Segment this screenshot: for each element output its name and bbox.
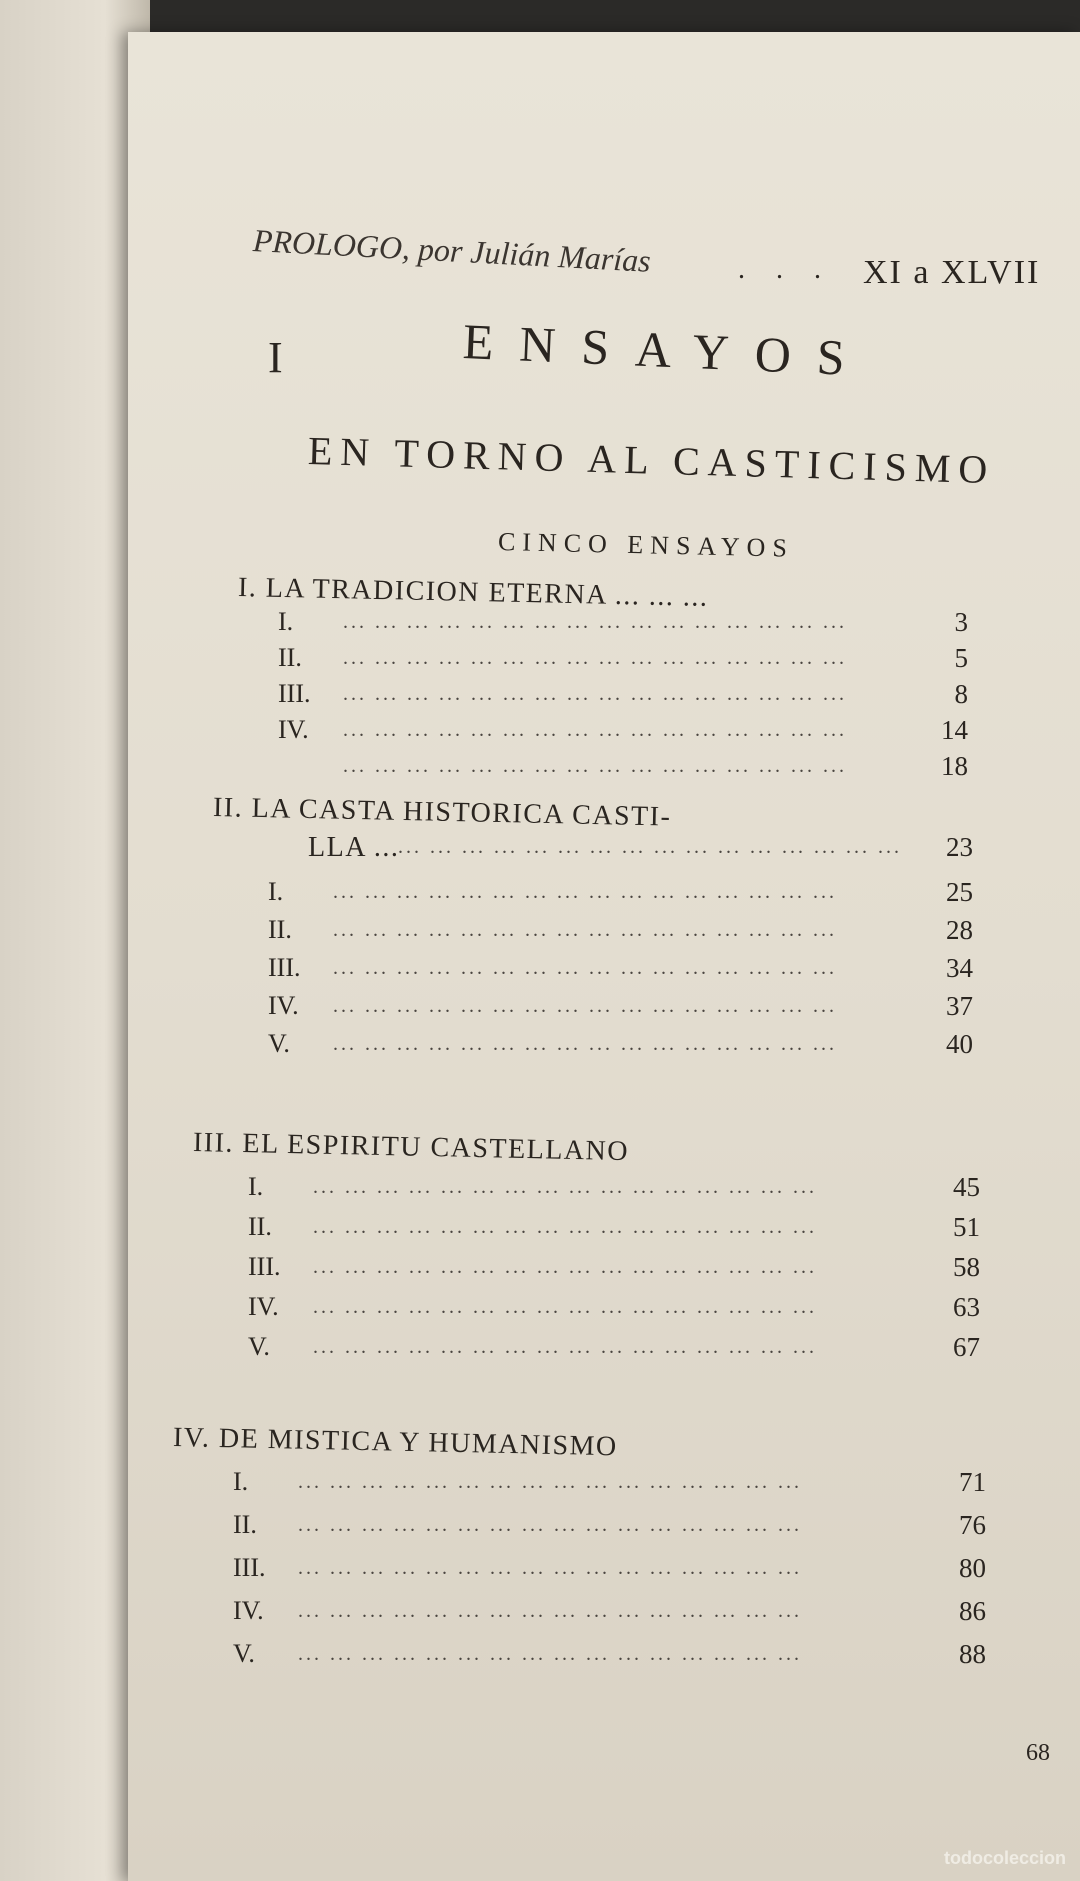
page-number: 25 [946,877,973,907]
leader-dots: ... ... ... ... ... ... ... ... ... ... ... ... ... ... ... ... [313,1176,817,1198]
toc-entry [128,715,1028,749]
page-number: 28 [946,915,973,945]
leader-dots: ... ... ... ... ... ... ... ... ... ... ... ... ... ... ... ... [313,1296,817,1318]
section-numeral: IV. [278,715,309,744]
toc-entry [128,679,1028,713]
leader-dots: ... ... ... ... ... ... ... ... ... ... ... ... ... ... ... ... [333,881,837,903]
leader-dots: ... ... ... ... ... ... ... ... ... ... ... ... ... ... ... ... [298,1600,802,1622]
toc-entry [128,877,1028,911]
page-number: 5 [954,643,968,673]
chapter-title: IV. DE MISTICA Y HUMANISMO [172,1422,619,1463]
leader-dots: ... ... ... ... ... ... ... ... ... ... ... ... ... ... ... ... [343,611,847,633]
toc-entry [128,1029,1028,1063]
section-numeral: IV. [248,1292,279,1321]
page-number: 45 [953,1172,980,1202]
page-number: 23 [946,832,973,862]
leader-dots: ... ... ... ... ... ... ... ... ... ... ... ... ... ... ... ... [298,1643,802,1665]
page-number: 34 [946,953,973,983]
section-numeral: V. [233,1639,255,1668]
toc-entry [128,953,1028,987]
toc-entry [128,1172,1028,1206]
section-numeral: IV. [233,1596,264,1625]
leader-dots: ... ... ... ... ... ... ... ... ... ... ... ... ... ... ... ... [333,995,837,1017]
section-numeral: III. [268,953,301,982]
leader-dots: ... ... ... ... ... ... ... ... ... ... ... ... ... ... ... ... [343,683,847,705]
section-numeral: V. [248,1332,270,1361]
section-numeral: IV. [268,991,299,1020]
section-numeral: II. [233,1510,257,1539]
section-numeral: I. [268,877,284,906]
trailing-page-number: 68 [1026,1740,1050,1766]
page-number: 37 [946,991,973,1021]
section-numeral: II. [268,915,292,944]
section-numeral: V. [268,1029,290,1058]
section-numeral: III. [278,679,311,708]
toc-entry [128,1639,1028,1673]
leader-dots: ... ... ... ... ... ... ... ... ... ... ... ... ... ... ... ... [298,1557,802,1579]
toc-entry [128,1510,1028,1544]
leader-dots: ... ... ... ... ... ... ... ... ... ... ... ... ... ... ... ... [298,1471,802,1493]
prologue-page-range: XI a XLVII [863,254,1041,291]
toc-entry [128,1467,1028,1501]
page-number: 18 [941,751,968,781]
toc-entry [128,915,1028,949]
leader-dots: ... ... ... ... ... ... ... ... ... ... ... ... ... ... ... ... [333,1033,837,1055]
toc-entry [128,1596,1028,1630]
prologue-title: PROLOGO, por Julián Marías [252,222,652,279]
page-number: 3 [954,607,968,637]
chapter-title-continuation-row [128,832,1028,866]
section-numeral: I. [248,1172,264,1201]
chapter-title: I. LA TRADICION ETERNA ... ... ... [237,572,709,613]
leader-dots: ... ... ... ... ... ... ... ... ... ... ... ... ... ... ... ... [343,719,847,741]
page-number: 86 [959,1596,986,1626]
leader-dots: ... ... ... ... ... ... ... ... ... ... ... ... ... ... ... ... [313,1336,817,1358]
page-number: 71 [959,1467,986,1497]
toc-entry [128,643,1028,677]
page-number: 8 [954,679,968,709]
chapter-title-continuation: LLA ... [308,832,400,863]
leader-dots: ... ... ... ... ... ... ... ... ... ... ... ... ... ... ... ... [333,919,837,941]
book-subtitle: CINCO ENSAYOS [497,527,795,563]
leader-dots: ... ... ... ... ... ... ... ... ... ... ... ... ... ... ... ... [313,1256,817,1278]
page-number: 58 [953,1252,980,1282]
page-number: 76 [959,1510,986,1540]
section-numeral: I. [278,607,294,636]
leader-dots: ... ... ... ... ... ... ... ... ... ... ... ... ... ... ... ... [313,1216,817,1238]
leader-dots: ... ... ... ... ... ... ... ... ... ... ... ... ... ... ... ... [343,755,847,777]
page-number: 14 [941,715,968,745]
leader-dots: ... ... ... ... ... ... ... ... ... ... ... ... ... ... ... ... [398,836,902,858]
toc-entry [128,991,1028,1025]
toc-entry [128,607,1028,641]
part-title: ENSAYOS [461,313,872,387]
page-number: 80 [959,1553,986,1583]
page-number: 63 [953,1292,980,1322]
toc-entry [128,1332,1028,1366]
toc-entry [128,1212,1028,1246]
toc-entry [128,1252,1028,1286]
watermark-logo: todocoleccion [943,1848,1066,1868]
page-number: 67 [953,1332,980,1362]
section-numeral: I. [233,1467,249,1496]
prologue-leader-dots: . . . [738,254,833,285]
book-page [128,32,1080,1881]
section-numeral: III. [233,1553,266,1582]
section-numeral: III. [248,1252,281,1281]
toc-entry [128,751,1028,785]
chapter-title: II. LA CASTA HISTORICA CASTI- [212,792,672,833]
section-numeral: II. [278,643,302,672]
page-number: 40 [946,1029,973,1059]
toc-entry [128,1292,1028,1326]
leader-dots: ... ... ... ... ... ... ... ... ... ... ... ... ... ... ... ... [298,1514,802,1536]
section-numeral: II. [248,1212,272,1241]
leader-dots: ... ... ... ... ... ... ... ... ... ... ... ... ... ... ... ... [343,647,847,669]
chapter-title: III. EL ESPIRITU CASTELLANO [192,1127,630,1168]
part-number: I [268,333,283,382]
toc-entry [128,1553,1028,1587]
leader-dots: ... ... ... ... ... ... ... ... ... ... ... ... ... ... ... ... [333,957,837,979]
page-number: 51 [953,1212,980,1242]
book-title: EN TORNO AL CASTICISMO [307,428,996,493]
page-number: 88 [959,1639,986,1669]
